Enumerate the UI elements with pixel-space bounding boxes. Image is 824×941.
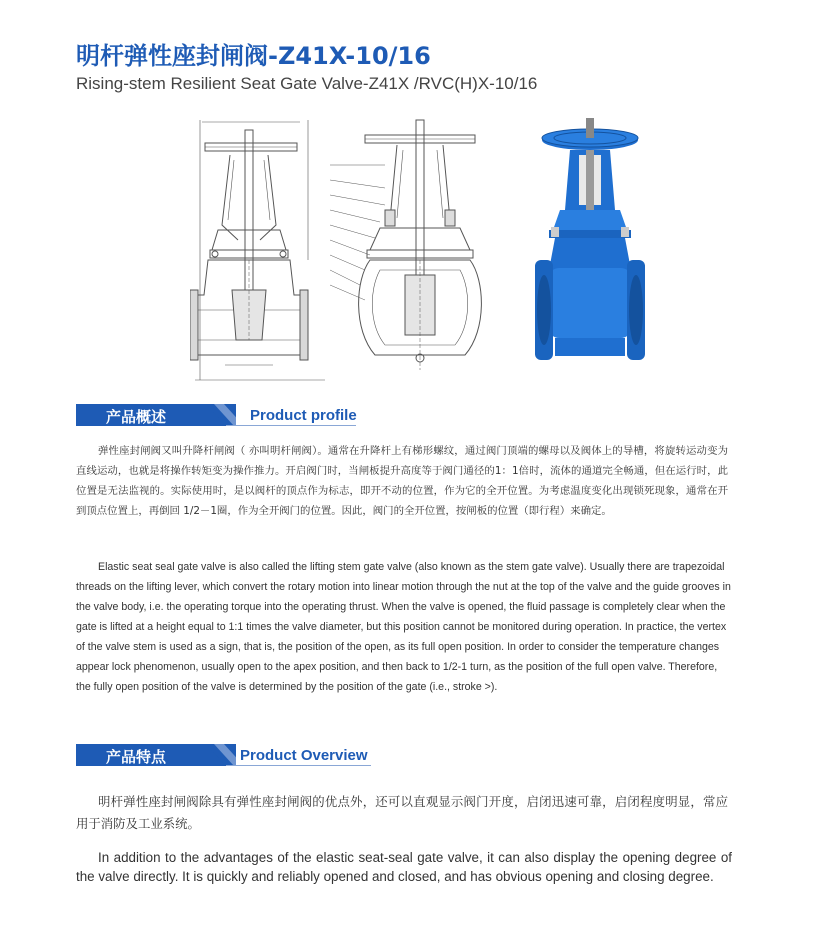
banner-underline bbox=[226, 425, 356, 426]
profile-text-cn: 弹性座封闸阀又叫升降杆闸阀（ 亦叫明杆闸阀）。通常在升降杆上有梯形螺纹，通过阀门顶端的螺母以及阀体上的导槽，将旋转运动变为直线运动，也就是将操作转矩变为操作推力。开启阀门时，当闸板提升高度等于阀门通径的1：1倍时，流体的通道完全畅通，但在运行时，此位置是无法监视的。实际使用时，是以阀杆的顶点作为标志，即开不动的位置，作为它的全开位置。为考虑温度变化出现锁死现象，通常在开到顶点位置上，再倒回 1/2－1圈，作为全开阀门的位置。因此，阀门的全开位置，按闸板的位置（即行程）来确定。 bbox=[76, 445, 728, 517]
section-heading-cn: 产品概述 bbox=[106, 408, 167, 426]
section-heading-cn: 产品特点 bbox=[106, 748, 167, 766]
section-heading-en: Product profile bbox=[250, 407, 357, 424]
section-heading-en: Product Overview bbox=[240, 747, 368, 764]
banner-bar bbox=[76, 744, 236, 766]
profile-text-en: Elastic seat seal gate valve is also called the lifting stem gate valve (also known as the stem gate valve). Usually there are trapezoidal threads on the lifting lever, which convert the rotary motion into linear motion through the nut at the top of the valve and the guide grooves in the valve body, i.e. the operating torque into the operating thrust. When the valve is opened, the fluid passage is completely clear when the gate is lifted at a height equal to 1:1 times the valve diameter, but this position cannot be monitored during operation. In practice, the vertex of the valve stem is used as a sign, that is, the position of the open, as its full open position. In order to consider the temperature changes appear lock phenomenon, usually open to the apex position, and then back to 1/2-1 turn, as the position of the full open valve. Therefore, the fully open position of the valve is determined by the position of the gate (i.e., stroke >). bbox=[76, 561, 731, 693]
page-title-cn: 明杆弹性座封闸阀-Z41X-10/16 bbox=[76, 42, 431, 70]
product-profile-banner bbox=[76, 404, 736, 426]
valve-side-section-drawing bbox=[330, 120, 481, 370]
valve-illustrations bbox=[190, 110, 650, 395]
product-overview-banner bbox=[76, 744, 736, 766]
overview-text-cn: 明杆弹性座封闸阀除具有弹性座封闸阀的优点外，还可以直观显示阀门开度，启闭迅速可靠，启闭程度明显，常应用于消防及工业系统。 bbox=[76, 794, 728, 831]
page-title-en: Rising-stem Resilient Seat Gate Valve-Z41X /RVC(H)X-10/16 bbox=[76, 74, 538, 93]
banner-bar bbox=[76, 404, 236, 426]
valve-front-section-drawing bbox=[190, 120, 325, 380]
valve-product-render bbox=[535, 118, 645, 360]
overview-text-en: In addition to the advantages of the elastic seat-seal gate valve, it can also display the opening degree of the valve directly. It is quickly and reliably opened and closed, and has obvious opening and closing degree. bbox=[76, 850, 732, 884]
banner-underline bbox=[226, 765, 371, 766]
